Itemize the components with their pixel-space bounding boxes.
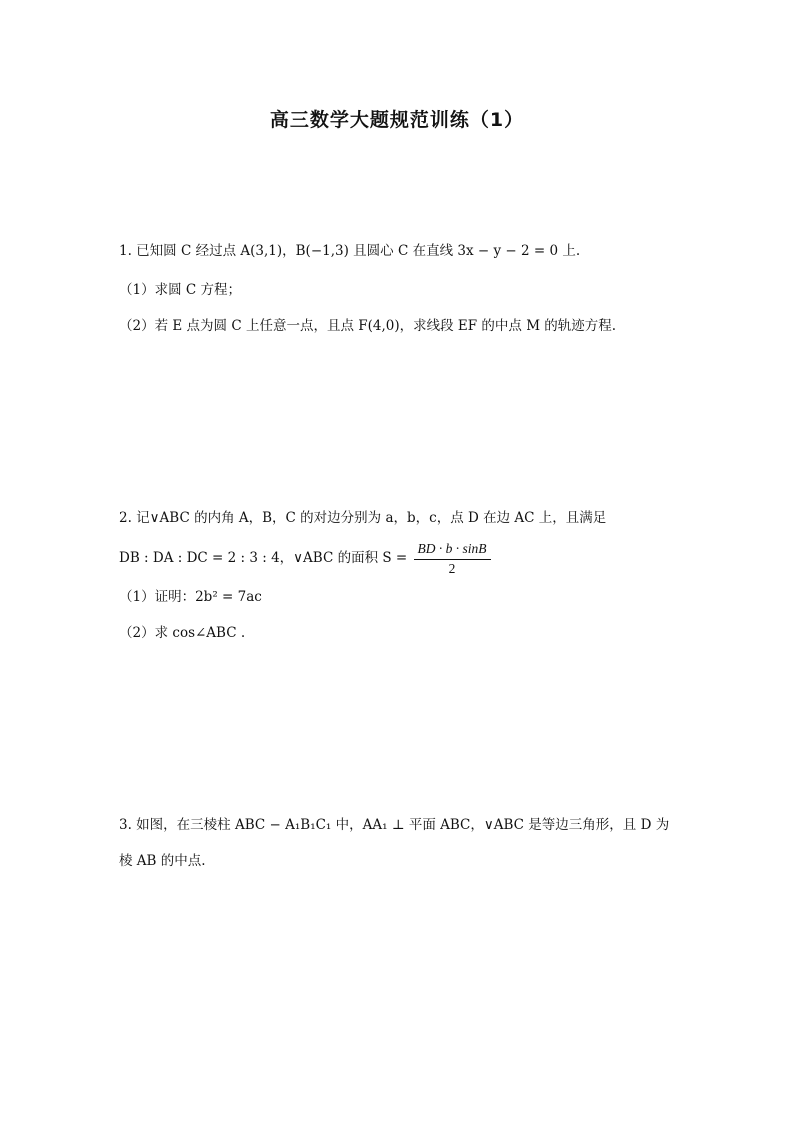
- page-title: 高三数学大题规范训练（1）: [269, 109, 525, 131]
- question-3-stem-line-1: 3. 如图，在三棱柱 ABC − A₁B₁C₁ 中，AA₁ ⊥ 平面 ABC，∨ABC 是等边三角形，且 D 为: [119, 817, 670, 833]
- question-2-part-2: （2）求 cos∠ABC .: [119, 625, 246, 641]
- question-2-part-1: （1）证明：2b² = 7ac: [119, 589, 262, 605]
- area-fraction: [414, 540, 491, 578]
- question-2-condition-text: DB : DA : DC = 2 : 3 : 4，∨ABC 的面积 S =: [119, 550, 408, 566]
- area-fraction-denominator: 2: [448, 560, 456, 576]
- area-fraction-numerator: BD · b · sinB: [414, 540, 491, 560]
- question-3-stem-line-2: 棱 AB 的中点.: [119, 853, 206, 869]
- question-1-stem: 1. 已知圆 C 经过点 A(3,1)，B(−1,3) 且圆心 C 在直线 3x − y − 2 = 0 上.: [119, 243, 581, 259]
- question-1-part-2: （2）若 E 点为圆 C 上任意一点，且点 F(4,0)，求线段 EF 的中点 M 的轨迹方程.: [119, 318, 617, 334]
- question-1-part-1: （1）求圆 C 方程；: [119, 282, 242, 298]
- question-2-stem: 2. 记∨ABC 的内角 A，B，C 的对边分别为 a，b，c，点 D 在边 AC 上，且满足: [119, 510, 607, 526]
- question-2-condition: [119, 538, 491, 578]
